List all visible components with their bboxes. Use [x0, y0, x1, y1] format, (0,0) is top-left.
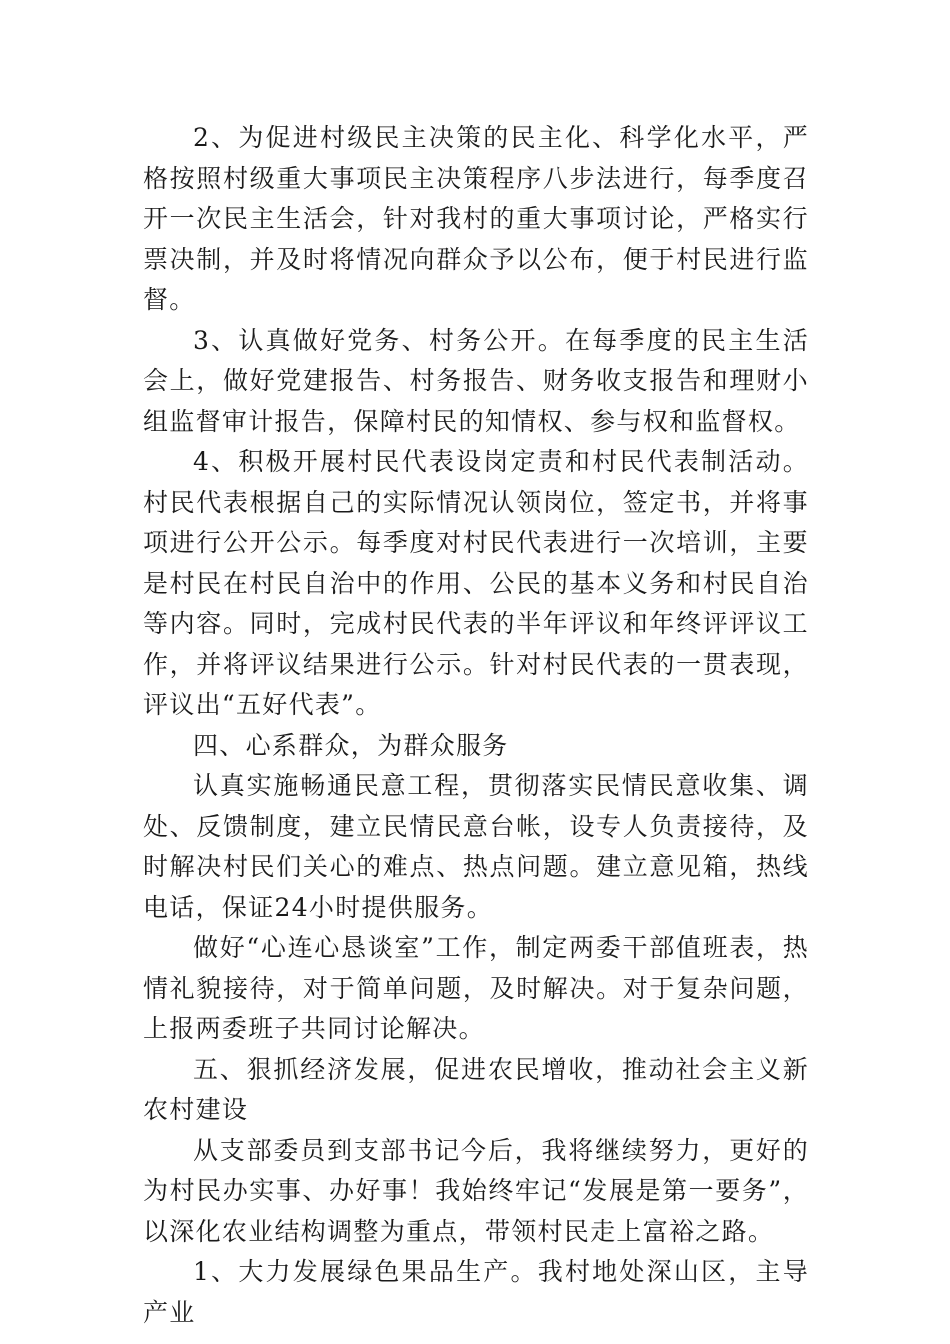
paragraph-item-3: 3、认真做好党务、村务公开。在每季度的民主生活会上，做好党建报告、村务报告、财务收支报告和理财小组监督审计报告，保障村民的知情权、参与权和监督权。: [143, 325, 809, 436]
paragraph-public-opinion: 认真实施畅通民意工程，贯彻落实民情民意收集、调处、反馈制度，建立民情民意台帐，设专人负责接待，及时解决村民们关心的难点、热点问题。建立意见箱，热线电话，保证24小时提供服务。: [143, 771, 809, 922]
paragraph-item-2: 2、为促进村级民主决策的民主化、科学化水平，严格按照村级重大事项民主决策程序八步法进行，每季度召开一次民主生活会，针对我村的重大事项讨论，严格实行票决制，并及时将情况向群众予以公布，便于村民进行监督。: [143, 123, 809, 314]
section-heading-serve-masses: 四、心系群众，为群众服务: [193, 730, 509, 760]
paragraph-item-1-green-fruit: 1、大力发展绿色果品生产。我村地处深山区，主导产业: [143, 1257, 809, 1327]
paragraph-talk-room: 做好“心连心恳谈室”工作，制定两委干部值班表，热情礼貌接待，对于简单问题，及时解决。对于复杂问题，上报两委班子共同讨论解决。: [143, 933, 809, 1043]
paragraph-item-4: 4、积极开展村民代表设岗定责和村民代表制活动。村民代表根据自己的实际情况认领岗位，签定书，并将事项进行公开公示。每季度对村民代表进行一次培训，主要是村民在村民自治中的作用、公民的基本义务和村民自治等内容。同时，完成村民代表的半年评议和年终评评议工作，并将评议结果进行公示。针对村民代表的一贯表现，评议出“五好代表”。: [143, 447, 809, 719]
paragraph-commitment: 从支部委员到支部书记今后，我将继续努力，更好的为村民办实事、办好事！我始终牢记“发展是第一要务”，以深化农业结构调整为重点，带领村民走上富裕之路。: [143, 1135, 809, 1246]
document-body: [143, 118, 809, 1333]
section-heading-economic-development: 五、狠抓经济发展，促进农民增收，推动社会主义新农村建设: [143, 1054, 809, 1124]
